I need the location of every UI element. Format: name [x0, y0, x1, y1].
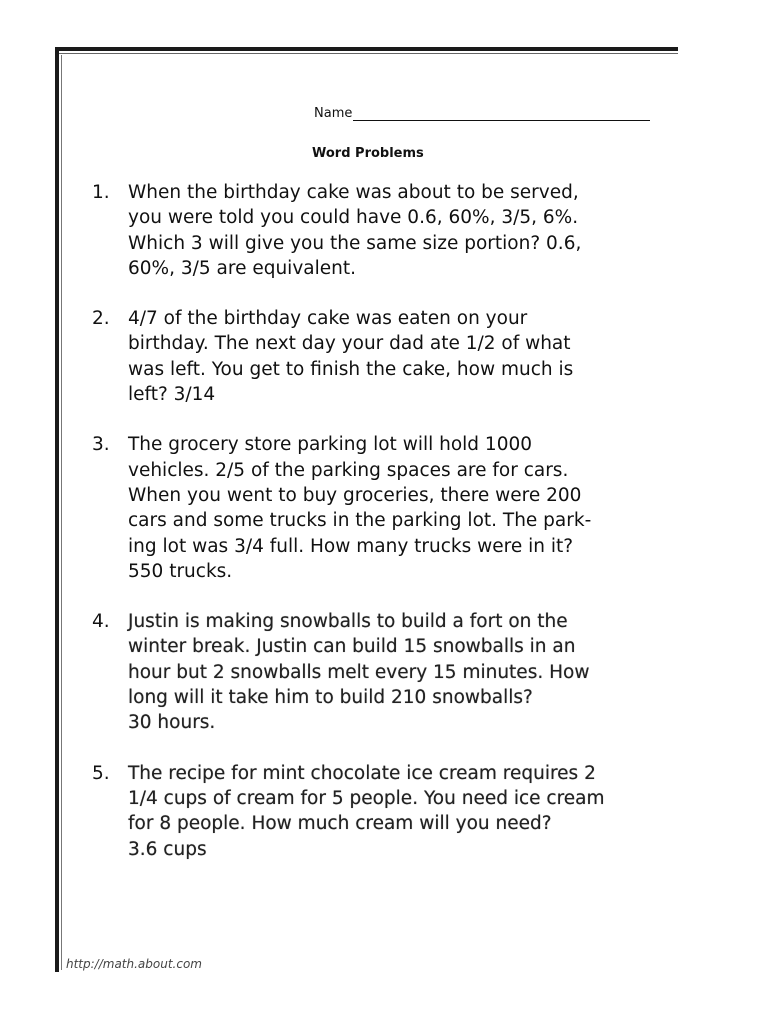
- name-blank-line: [353, 107, 650, 121]
- problem-line: The grocery store parking lot will hold 1000: [128, 434, 533, 456]
- name-label: Name: [314, 106, 353, 121]
- problem-line: When the birthday cake was about to be served,: [128, 182, 579, 203]
- name-field: [314, 106, 650, 121]
- problem-text: [128, 432, 668, 584]
- problem-line: 550 trucks.: [128, 560, 233, 582]
- problem-line: 60%, 3/5 are equivalent.: [128, 257, 356, 279]
- problem-line: Which 3 will give you the same size portion? 0.6,: [128, 232, 582, 254]
- problem-line: left? 3/14: [128, 384, 216, 406]
- problem-number: 1.: [92, 182, 110, 203]
- problem-line: winter break. Justin can build 15 snowballs in an: [128, 636, 576, 658]
- problem-line: Justin is making snowballs to build a fort on the: [128, 611, 568, 633]
- problem-item-1: [92, 180, 692, 281]
- problem-number: 5.: [92, 762, 110, 784]
- problem-number: 3.: [92, 434, 110, 456]
- problem-line: long will it take him to build 210 snowballs?: [128, 687, 533, 709]
- problem-line: 3.6 cups: [128, 838, 207, 860]
- problem-text: [128, 761, 668, 862]
- problem-line: cars and some trucks in the parking lot. The park-: [128, 510, 592, 532]
- problem-line: for 8 people. How much cream will you need?: [128, 813, 552, 835]
- problem-item-5: [92, 761, 692, 862]
- problem-line: 1/4 cups of cream for 5 people. You need ice cream: [128, 787, 605, 809]
- problem-line: 30 hours.: [128, 712, 216, 734]
- problem-line: 4/7 of the birthday cake was eaten on your: [128, 308, 528, 330]
- problem-item-2: [92, 306, 692, 407]
- problem-line: hour but 2 snowballs melt every 15 minutes. How: [128, 661, 590, 683]
- problem-list: [92, 180, 692, 887]
- problem-item-3: [92, 432, 692, 584]
- page-border-left: [55, 47, 59, 972]
- problem-item-4: [92, 609, 692, 735]
- problem-line: birthday. The next day your dad ate 1/2 of what: [128, 333, 571, 355]
- problem-line: you were told you could have 0.6, 60%, 3/5, 6%.: [128, 207, 579, 229]
- page-border-left-shadow: [61, 55, 62, 970]
- problem-line: The recipe for mint chocolate ice cream requires 2: [128, 762, 596, 784]
- problem-line: vehicles. 2/5 of the parking spaces are for cars.: [128, 459, 569, 481]
- source-url: http://math.about.com: [66, 957, 202, 971]
- problem-number: 4.: [92, 611, 110, 633]
- problem-line: When you went to buy groceries, there were 200: [128, 484, 582, 506]
- problem-number: 2.: [92, 308, 110, 330]
- page-border-top: [55, 47, 678, 51]
- page-border-top-shadow: [58, 53, 678, 54]
- problem-line: was left. You get to finish the cake, how much is: [128, 358, 574, 380]
- problem-text: [128, 180, 668, 281]
- problem-text: [128, 306, 668, 407]
- problem-line: ing lot was 3/4 full. How many trucks were in it?: [128, 535, 574, 557]
- problem-text: [128, 609, 668, 735]
- worksheet-title: Word Problems: [312, 146, 424, 161]
